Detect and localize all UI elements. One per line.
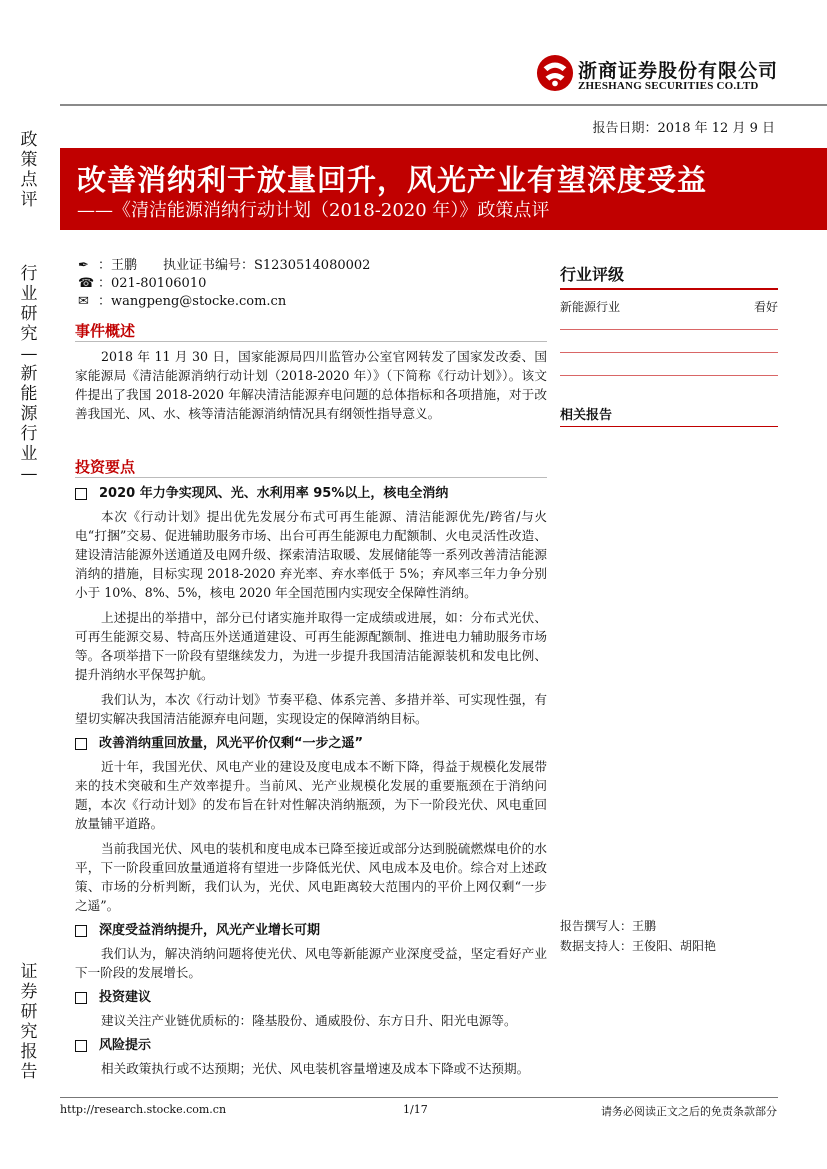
footer-url[interactable]: http://research.stocke.com.cn <box>60 1103 227 1116</box>
company-logo-icon <box>536 54 574 92</box>
bullet-1-paragraph-3: 我们认为，本次《行动计划》节奏平稳、体系完善、多措并举、可实现性强，有望切实解决我国清洁能源弃电问题，实现设定的保障消纳目标。 <box>75 692 547 726</box>
rating-divider <box>560 352 778 353</box>
rating-panel <box>560 262 778 376</box>
footer-divider <box>60 1097 778 1098</box>
bullet-heading-1: 2020 年力争实现风、光、水利用率 95%以上，核电全消纳 <box>75 484 547 503</box>
section-divider <box>75 341 547 342</box>
bullet-4-paragraph-1: 建议关注产业链优质标的：隆基股份、通威股份、东方日升、阳光电源等。 <box>101 1013 517 1028</box>
event-section <box>75 322 547 423</box>
related-reports <box>560 404 778 427</box>
points-title: 投资要点 <box>75 458 136 476</box>
checkbox-square-icon <box>75 488 87 500</box>
bullet-heading-2: 改善消纳重回放量，风光平价仅剩“一步之遥” <box>75 734 547 753</box>
section-divider <box>75 477 547 478</box>
bullet-1-paragraph-1: 本次《行动计划》提出优先发展分布式可再生能源、清洁能源优先/跨省/与火电“打捆”交易、促进辅助服务市场、出台可再生能源电力配额制、火电灵活性改造、建设清洁能源外送通道及电网升级、探索清洁取暖、发展储能等一系列改善清洁能源消纳的措施，目标实现 2018-2020 弃光率、弃水率低于 5%；弃风率三年力争分别小于 10%、8%、5%，核电 2020 年全国范围内实现安全保障性消纳。 <box>75 509 547 600</box>
checkbox-square-icon <box>75 738 87 750</box>
bullet-2-paragraph-2: 当前我国光伏、风电的装机和度电成本已降至接近或部分达到脱硫燃煤电价的水平，下一阶段重回放量通道将有望进一步降低光伏、风电成本及电价。综合对上述政策、市场的分析判断，我们认为，光伏、风电距离较大范围内的平价上网仅剩“一步之遥”。 <box>75 841 547 913</box>
bullet-heading-5: 风险提示 <box>75 1036 547 1055</box>
header-divider <box>60 104 827 106</box>
event-paragraph: 2018 年 11 月 30 日，国家能源局四川监管办公室官网转发了国家发改委、国家能源局《清洁能源消纳行动计划（2018-2020 年）》（下简称《行动计划》）。该文件提出了我国 2018-2020 年解决清洁能源弃电问题的总体指标和各项措施，对于改善我国光、风、水、核等清洁能源消纳情况具有纲领性指导意义。 <box>75 349 547 421</box>
rating-value: 看好 <box>753 300 778 314</box>
checkbox-square-icon <box>75 992 87 1004</box>
data-supporter: 数据支持人：王俊阳、胡阳艳 <box>560 939 717 953</box>
report-writer: 报告撰写人：王鹏 <box>560 919 657 933</box>
footer-page-number: 1/17 <box>403 1103 428 1116</box>
side-label-research: 证 券 研 究 报 告 <box>20 962 38 1082</box>
event-title: 事件概述 <box>75 322 136 340</box>
author-line: ✒ ：王鹏 执业证书编号：S1230514080002 <box>78 258 371 273</box>
phone-line: ☎ ：021-80106010 <box>78 276 207 291</box>
pen-icon: ✒ <box>78 258 89 273</box>
company-logo <box>536 52 779 96</box>
bullet-heading-3: 深度受益消纳提升，风光产业增长可期 <box>75 921 547 940</box>
report-date: 报告日期：2018 年 12 月 9 日 <box>592 121 775 136</box>
report-subtitle: ——《清洁能源消纳行动计划（2018-2020 年）》政策点评 <box>77 200 550 221</box>
bullet-1-paragraph-2: 上述提出的举措中，部分已付诸实施并取得一定成绩或进展，如：分布式光伏、可再生能源交易、特高压外送通道建设、可再生能源配额制、推进电力辅助服务市场等。各项举措下一阶段有望继续发力，为进一步提升我国清洁能源装机和发电比例、提升消纳水平保驾护航。 <box>75 610 547 682</box>
phone-icon: ☎ <box>78 276 95 291</box>
company-name-cn: 浙商证券股份有限公司 <box>578 60 779 82</box>
company-name-en: ZHESHANG SECURITIES CO.LTD <box>578 80 759 92</box>
email-icon: ✉ <box>78 294 89 309</box>
rating-divider <box>560 288 778 290</box>
rating-row <box>560 298 778 315</box>
rating-industry: 新能源行业 <box>560 300 621 314</box>
checkbox-square-icon <box>75 1040 87 1052</box>
checkbox-square-icon <box>75 925 87 937</box>
related-divider <box>560 426 778 427</box>
bullet-5-paragraph-1: 相关政策执行或不达预期；光伏、风电装机容量增速及成本下降或不达预期。 <box>101 1061 530 1076</box>
email-line[interactable]: ✉ ：wangpeng@stocke.com.cn <box>78 294 287 309</box>
rating-divider <box>560 329 778 330</box>
report-title: 改善消纳利于放量回升，风光产业有望深度受益 <box>77 163 708 197</box>
bullet-3-paragraph-1: 我们认为，解决消纳问题将使光伏、风电等新能源产业深度受益，坚定看好产业下一阶段的发展增长。 <box>75 946 547 980</box>
points-section <box>75 458 547 1078</box>
bullet-2-paragraph-1: 近十年，我国光伏、风电产业的建设及度电成本不断下降，得益于规模化发展带来的技术突破和生产效率提升。当前风、光产业规模化发展的重要瓶颈在于消纳问题，本次《行动计划》的发布旨在针对性解决消纳瓶颈，为下一阶段光伏、风电重回放量铺平道路。 <box>75 759 547 831</box>
bullet-heading-4: 投资建议 <box>75 988 547 1007</box>
side-label-report-type: 政 策 点 评 <box>20 130 38 210</box>
rating-title: 行业评级 <box>560 265 625 284</box>
side-label-industry: 行 业 研 究 — 新 能 源 行 业 — <box>20 264 38 484</box>
footer-disclaimer: 请务必阅读正文之后的免责条款部分 <box>601 1105 777 1118</box>
rating-divider <box>560 375 778 376</box>
related-reports-title: 相关报告 <box>560 408 613 423</box>
